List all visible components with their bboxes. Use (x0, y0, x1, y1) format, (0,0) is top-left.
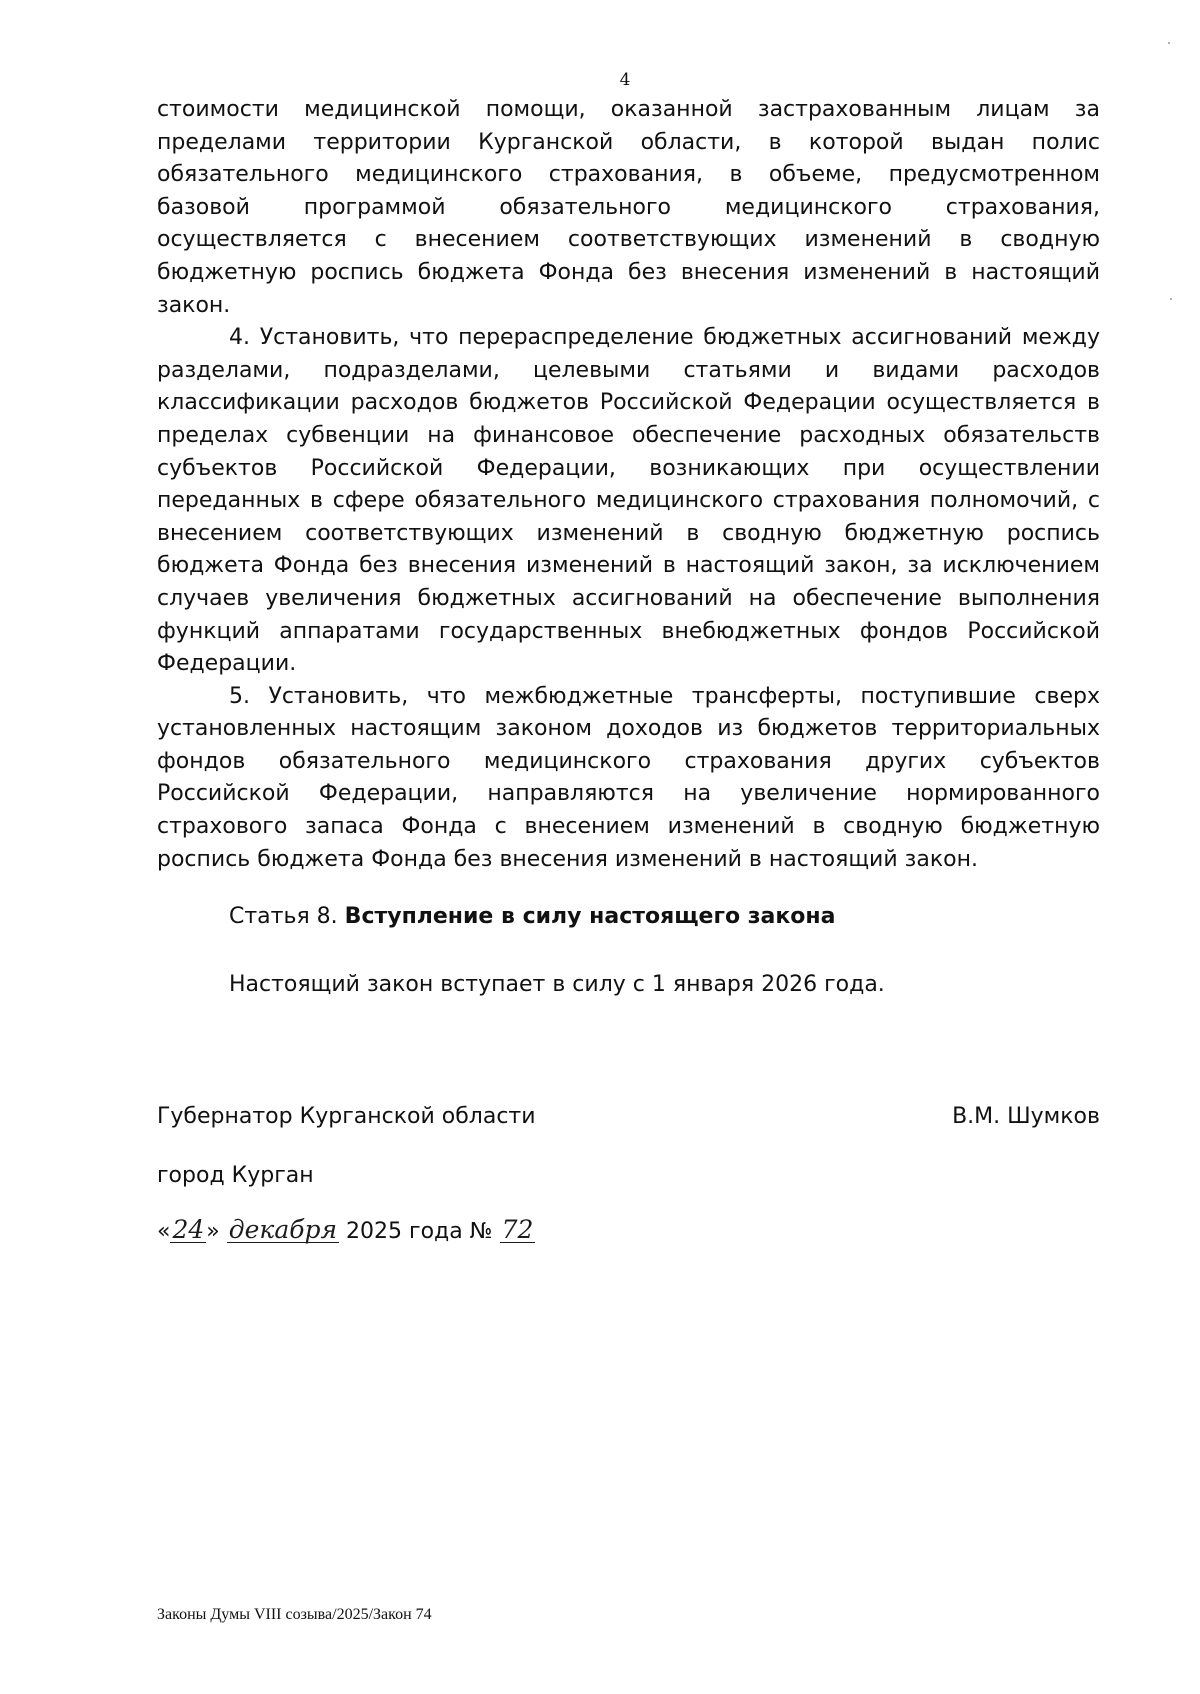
scan-speck (1168, 42, 1170, 44)
handwritten-law-number: 72 (501, 1215, 534, 1244)
paragraph-item-5: 5. Установить, что межбюджетные трансферты, поступившие сверх установленных настоящим законом доходов из бюджетов территориальных фондов обязательного медицинского страхования других субъектов Российской Федерации, направляются на увеличение нормированного страхового запаса Фонда с внесением изменений в сводную бюджетную роспись бюджета Фонда без внесения изменений в настоящий закон. (157, 683, 1100, 872)
article-text: Настоящий закон вступает в силу с 1 января 2026 года. (229, 972, 885, 997)
date-open-quote: « (157, 1219, 171, 1244)
article-heading (229, 904, 835, 929)
law-body (157, 94, 1100, 876)
article-label: Статья 8. (229, 904, 338, 929)
date-year-text: 2025 года № (346, 1219, 493, 1244)
footer-path: Законы Думы VIII созыва/2025/Закон 74 (157, 1606, 432, 1623)
paragraph-item-4: 4. Установить, что перераспределение бюджетных ассигнований между разделами, подразделами, целевыми статьями и видами расходов классификации расходов бюджетов Российской Федерации осуществляется в пределах субвенции на финансовое обеспечение расходных обязательств субъектов Российской Федерации, возникающих при осуществлении переданных в сфере обязательного медицинского страхования полномочий, с внесением соответствующих изменений в сводную бюджетную роспись бюджета Фонда без внесения изменений в настоящий закон, за исключением случаев увеличения бюджетных ассигнований на обеспечение выполнения функций аппаратами государственных внебюджетных фондов Российской Федерации. (157, 325, 1100, 677)
handwritten-month: декабря (228, 1215, 338, 1244)
article-title: Вступление в силу настоящего закона (344, 904, 836, 929)
signatory-name: В.М. Шумков (952, 1104, 1100, 1129)
handwritten-day: 24 (172, 1215, 205, 1244)
scan-speck (1170, 298, 1172, 300)
city: город Курган (157, 1163, 314, 1188)
signing-date (157, 1215, 535, 1244)
signatory-position: Губернатор Курганской области (157, 1104, 536, 1129)
paragraph-continuation: стоимости медицинской помощи, оказанной застрахованным лицам за пределами территории Курганской области, в которой выдан полис обязательного медицинского страхования, в объеме, предусмотренном базовой программой обязательного медицинского страхования, осуществляется с внесением соответствующих изменений в сводную бюджетную роспись бюджета Фонда без внесения изменений в настоящий закон. (157, 97, 1100, 318)
date-close-quote: » (206, 1219, 220, 1244)
page-number: 4 (619, 70, 631, 90)
